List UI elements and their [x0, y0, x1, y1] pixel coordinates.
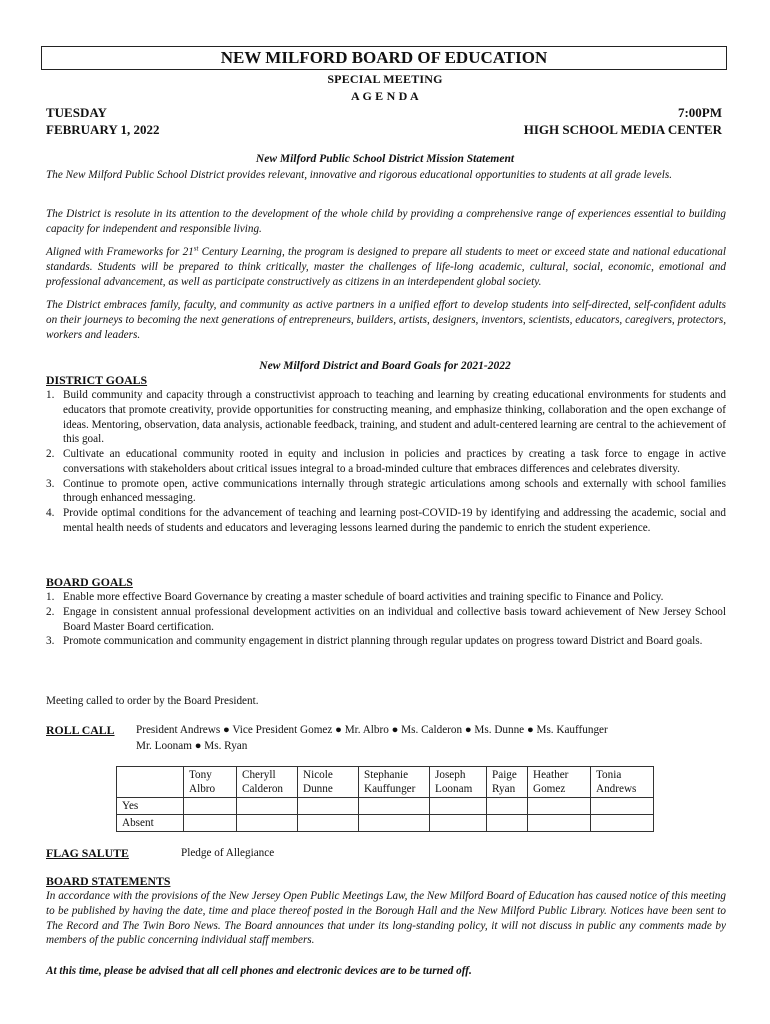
vote-cell	[528, 815, 591, 832]
list-item-number: 4.	[46, 507, 55, 520]
member-first-name: Nicole	[303, 769, 333, 781]
roll-call-label: ROLL CALL	[46, 723, 115, 737]
mission-p3-lead: Aligned with Frameworks for 21	[46, 246, 194, 258]
mission-paragraph-1: The New Milford Public School District provides relevant, innovative and rigorous educational opportunities to students at all grade levels.	[46, 169, 673, 181]
member-header	[528, 767, 591, 798]
district-goals-heading: DISTRICT GOALS	[46, 373, 148, 387]
table-row	[117, 767, 654, 798]
meeting-type: SPECIAL MEETING	[327, 72, 443, 86]
goals-heading: New Milford District and Board Goals for 2021-2022	[259, 360, 511, 372]
mission-paragraph-4: The District embraces family, faculty, and community as active partners in a unified effort to develop students into self-directed, self-confident adults on their journeys to becoming the next generations of entrepreneurs, builders, artists, designers, inventors, scientists, educators, caregivers, protectors, workers and leaders.	[46, 299, 726, 341]
mission-p3-rest: Century Learning, the program is designed to prepare all students to meet or exceed state and national educational standards. Students will be prepared to think critically, master the challenges of life-long academic, cultural, social, economic, emotional and professional advancement, as well as participate constructively as citizens in an interdependent global society.	[46, 246, 726, 288]
list-item	[46, 590, 726, 605]
row-label-absent: Absent	[117, 815, 184, 832]
mission-paragraph-2: The District is resolute in its attention to the development of the whole child by providing a comprehensive range of experiences essential to building capacity for independent and responsible living.	[46, 208, 726, 235]
member-header	[487, 767, 528, 798]
mission-p3-sup: st	[193, 244, 199, 253]
member-header	[298, 767, 359, 798]
board-statements-text: In accordance with the provisions of the New Jersey Open Public Meetings Law, the New Milford Board of Education has caused notice of this meeting to be published by having the date, time and place thereof posted in the Borough Hall and the New Milford Public Library. Notices have been sent to The Record and The Twin Boro News. The Board announces that under its long-standing policy, it will not discuss in public any comments made by members of the public concerning individual staff members.	[46, 890, 726, 947]
flag-salute-label: FLAG SALUTE	[46, 846, 129, 860]
member-header	[359, 767, 430, 798]
vote-cell	[591, 815, 654, 832]
list-item-text: Enable more effective Board Governance by creating a master schedule of board activities and training specific to Finance and Policy.	[63, 591, 664, 603]
list-item	[46, 477, 726, 507]
member-header	[591, 767, 654, 798]
vote-cell	[487, 815, 528, 832]
vote-cell	[359, 815, 430, 832]
board-goals-list	[46, 590, 726, 649]
mission-paragraph-3	[46, 245, 726, 289]
vote-cell	[298, 815, 359, 832]
meeting-day: TUESDAY	[46, 105, 107, 120]
list-item-number: 2.	[46, 605, 55, 618]
agenda-label: A G E N D A	[351, 89, 419, 103]
member-last-name: Gomez	[533, 783, 566, 795]
member-last-name: Dunne	[303, 783, 333, 795]
board-statements-heading: BOARD STATEMENTS	[46, 874, 171, 888]
vote-cell	[430, 798, 487, 815]
board-goals-heading: BOARD GOALS	[46, 575, 133, 589]
member-last-name: Loonam	[435, 783, 473, 795]
list-item-text: Provide optimal conditions for the advancement of teaching and learning post-COVID-19 by identifying and addressing the academic, social and mental health needs of students and educators and leveraging lessons learned during the pandemic to enrich the student experience.	[63, 507, 726, 535]
list-item-text: Engage in consistent annual professional development activities on an individual and collective basis toward achievement of New Jersey School Board Master Board certification.	[63, 605, 726, 633]
roll-call-table	[116, 766, 654, 832]
member-first-name: Cheryll	[242, 769, 276, 781]
list-item-text: Cultivate an educational community rooted in equity and inclusion in policies and practices by creating a task force to engage in active conversations with stakeholders about critical issues integral to a broad-minded culture that embraces differences and celebrates diversity.	[63, 448, 726, 475]
member-first-name: Heather	[533, 769, 569, 781]
member-first-name: Tonia	[596, 769, 622, 781]
meeting-date: FEBRUARY 1, 2022	[46, 122, 160, 137]
roll-call-line-1: President Andrews ● Vice President Gomez ● Mr. Albro ● Ms. Calderon ● Ms. Dunne ● Ms. Kauffunger	[136, 724, 608, 736]
list-item-number: 2.	[46, 448, 55, 461]
meeting-location: HIGH SCHOOL MEDIA CENTER	[523, 122, 722, 137]
vote-cell	[487, 798, 528, 815]
member-first-name: Tony	[189, 769, 212, 781]
list-item-number: 1.	[46, 389, 55, 401]
member-last-name: Kauffunger	[364, 783, 416, 795]
list-item-text: Promote communication and community engagement in district planning through regular updates on progress toward District and Board goals.	[63, 635, 703, 648]
member-last-name: Ryan	[492, 783, 516, 795]
member-first-name: Paige	[492, 769, 517, 781]
member-last-name: Andrews	[596, 783, 637, 795]
member-first-name: Joseph	[435, 769, 466, 781]
table-row	[117, 815, 654, 832]
meeting-time: 7:00PM	[677, 105, 722, 120]
call-to-order: Meeting called to order by the Board President.	[46, 695, 259, 707]
document-title: NEW MILFORD BOARD OF EDUCATION	[41, 46, 727, 70]
list-item-number: 3.	[46, 635, 55, 648]
vote-cell	[359, 798, 430, 815]
roll-call-line-2: Mr. Loonam ● Ms. Ryan	[136, 740, 248, 752]
vote-cell	[528, 798, 591, 815]
devices-notice: At this time, please be advised that all cell phones and electronic devices are to be turned off.	[46, 965, 472, 977]
vote-cell	[184, 815, 237, 832]
list-item-text: Continue to promote open, active communications internally through strategic articulations among schools and externally with school families through enhanced messaging.	[63, 477, 726, 505]
member-last-name: Calderon	[242, 783, 284, 795]
table-row	[117, 798, 654, 815]
member-header	[184, 767, 237, 798]
member-header	[430, 767, 487, 798]
list-item	[46, 634, 726, 649]
list-item-number: 1.	[46, 591, 55, 603]
member-header	[237, 767, 298, 798]
row-label-yes: Yes	[117, 798, 184, 815]
list-item	[46, 605, 726, 635]
list-item-number: 3.	[46, 477, 55, 490]
vote-cell	[237, 815, 298, 832]
list-item	[46, 506, 726, 536]
table-corner-cell	[117, 767, 184, 798]
member-first-name: Stephanie	[364, 769, 409, 781]
list-item-text: Build community and capacity through a constructivist approach to teaching and learning by creating educational environments for students and educators that promote creativity, provide opportunities for constructing meaning, and emphasize thinking, collaboration and the open exchange of ideas. Mentoring, observation, data analysis, actionable feedback, training, and student and adult-centered learning are central to the achievement of this goal.	[63, 389, 726, 446]
vote-cell	[298, 798, 359, 815]
district-goals-list	[46, 388, 726, 536]
vote-cell	[430, 815, 487, 832]
flag-salute-text: Pledge of Allegiance	[181, 847, 275, 859]
list-item	[46, 447, 726, 477]
vote-cell	[184, 798, 237, 815]
list-item	[46, 388, 726, 447]
vote-cell	[591, 798, 654, 815]
member-last-name: Albro	[189, 783, 216, 795]
vote-cell	[237, 798, 298, 815]
mission-heading: New Milford Public School District Mission Statement	[255, 153, 515, 165]
